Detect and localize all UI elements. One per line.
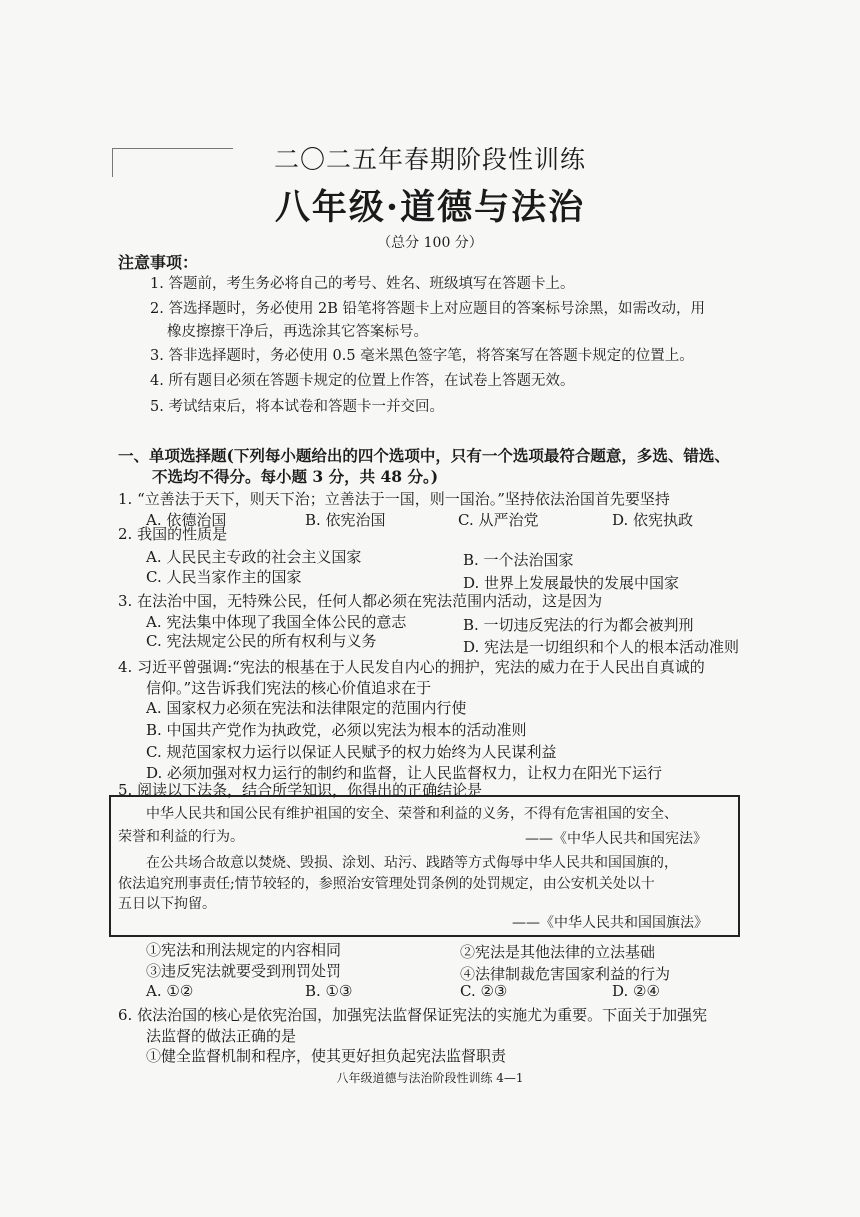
q4-option-c: C. 规范国家权力运行以保证人民赋予的权力始终为人民谋利益 [146, 743, 557, 761]
excerpt-source: ——《中华人民共和国宪法》 [525, 831, 707, 847]
question-2-stem: 2. 我国的性质是 [118, 525, 228, 543]
q6-statement-1: ①健全监督机制和程序，使其更好担负起宪法监督职责 [146, 1047, 507, 1065]
q2-option-a: A. 人民民主专政的社会主义国家 [146, 548, 362, 566]
notice-item: 橡皮擦擦干净后，再选涂其它答案标号。 [167, 324, 428, 340]
q1-option-a: A. 依德治国 [146, 511, 227, 529]
q3-option-b: B. 一切违反宪法的行为都会被判刑 [463, 616, 694, 634]
excerpt-source: ——《中华人民共和国国旗法》 [512, 915, 708, 931]
q2-option-b: B. 一个法治国家 [463, 551, 574, 569]
q2-option-d: D. 世界上发展最快的发展中国家 [463, 574, 680, 592]
excerpt-paragraph: 依法追究刑事责任;情节较轻的，参照治安管理处罚条例的处罚规定，由公安机关处以十 [118, 876, 655, 892]
q5-statement-1: ①宪法和刑法规定的内容相同 [146, 941, 342, 959]
notice-item: 4. 所有题目必须在答题卡规定的位置上作答，在试卷上答题无效。 [150, 373, 575, 389]
q4-option-a: A. 国家权力必须在宪法和法律限定的范围内行使 [146, 699, 467, 717]
q3-option-c: C. 宪法规定公民的所有权利与义务 [146, 632, 377, 650]
question-6-stem-cont: 法监督的做法正确的是 [146, 1027, 297, 1045]
question-5-stem: 5. 阅读以下法条，结合所学知识，你得出的正确结论是 [118, 781, 483, 799]
excerpt-paragraph: 在公共场合故意以焚烧、毁损、涂划、玷污、践踏等方式侮辱中华人民共和国国旗的， [146, 855, 678, 871]
excerpt-paragraph: 中华人民共和国公民有维护祖国的安全、荣誉和利益的义务，不得有危害祖国的安全、 [146, 806, 678, 822]
subject-title: 八年级·道德与法治 [274, 187, 586, 228]
q4-option-b: B. 中国共产党作为执政党，必须以宪法为根本的活动准则 [146, 721, 527, 739]
notice-item: 5. 考试结束后，将本试卷和答题卡一并交回。 [150, 399, 444, 415]
q1-option-b: B. 依宪治国 [305, 511, 386, 529]
notice-heading: 注意事项： [118, 253, 199, 272]
section-heading-cont: 不选均不得分。每小题 3 分，共 48 分。) [152, 467, 439, 486]
question-4-stem: 4. 习近平曾强调:“宪法的根基在于人民发自内心的拥护，宪法的威力在于人民出自真诚的 [118, 658, 705, 676]
excerpt-paragraph: 荣誉和利益的行为。 [118, 829, 244, 845]
q5-statement-4: ④法律制裁危害国家利益的行为 [460, 965, 671, 983]
question-1-stem: 1. “立善法于天下，则天下治；立善法于一国，则一国治。”坚持依法治国首先要坚持 [118, 490, 670, 508]
q1-option-c: C. 从严治党 [458, 511, 539, 529]
section-heading: 一、单项选择题(下列每小题给出的四个选项中，只有一个选项最符合题意，多选、错选、 [118, 446, 730, 465]
q5-option-a: A. ①② [146, 982, 194, 1000]
notice-item: 3. 答非选择题时，务必使用 0.5 毫米黑色签字笔，将答案写在答题卡规定的位置上。 [150, 348, 694, 364]
q5-statement-2: ②宪法是其他法律的立法基础 [460, 943, 656, 961]
question-4-stem-cont: 信仰。”这告诉我们宪法的核心价值追求在于 [146, 679, 432, 697]
q5-option-d: D. ②④ [612, 982, 660, 1000]
q5-option-b: B. ①③ [305, 982, 353, 1000]
page-footer: 八年级道德与法治阶段性训练 4—1 [336, 1071, 524, 1085]
q5-statement-3: ③违反宪法就要受到刑罚处罚 [146, 962, 342, 980]
q3-option-a: A. 宪法集中体现了我国全体公民的意志 [146, 613, 407, 631]
total-score: （总分 100 分） [377, 235, 483, 251]
q4-option-d: D. 必须加强对权力运行的制约和监督，让人民监督权力，让权力在阳光下运行 [146, 764, 663, 782]
q1-option-d: D. 依宪执政 [612, 511, 694, 529]
q5-option-c: C. ②③ [460, 982, 508, 1000]
question-3-stem: 3. 在法治中国，无特殊公民，任何人都必须在宪法范围内活动，这是因为 [118, 592, 603, 610]
notice-item: 1. 答题前，考生务必将自己的考号、姓名、班级填写在答题卡上。 [150, 276, 575, 292]
exam-title: 二〇二五年春期阶段性训练 [273, 145, 586, 174]
q3-option-d: D. 宪法是一切组织和个人的根本活动准则 [463, 638, 740, 656]
excerpt-paragraph: 五日以下拘留。 [118, 896, 216, 912]
question-6-stem: 6. 依法治国的核心是依宪治国，加强宪法监督保证宪法的实施尤为重要。下面关于加强宪 [118, 1006, 708, 1024]
notice-item: 2. 答选择题时，务必使用 2B 铅笔将答题卡上对应题目的答案标号涂黑，如需改动，用 [150, 301, 706, 317]
q2-option-c: C. 人民当家作主的国家 [146, 568, 302, 586]
